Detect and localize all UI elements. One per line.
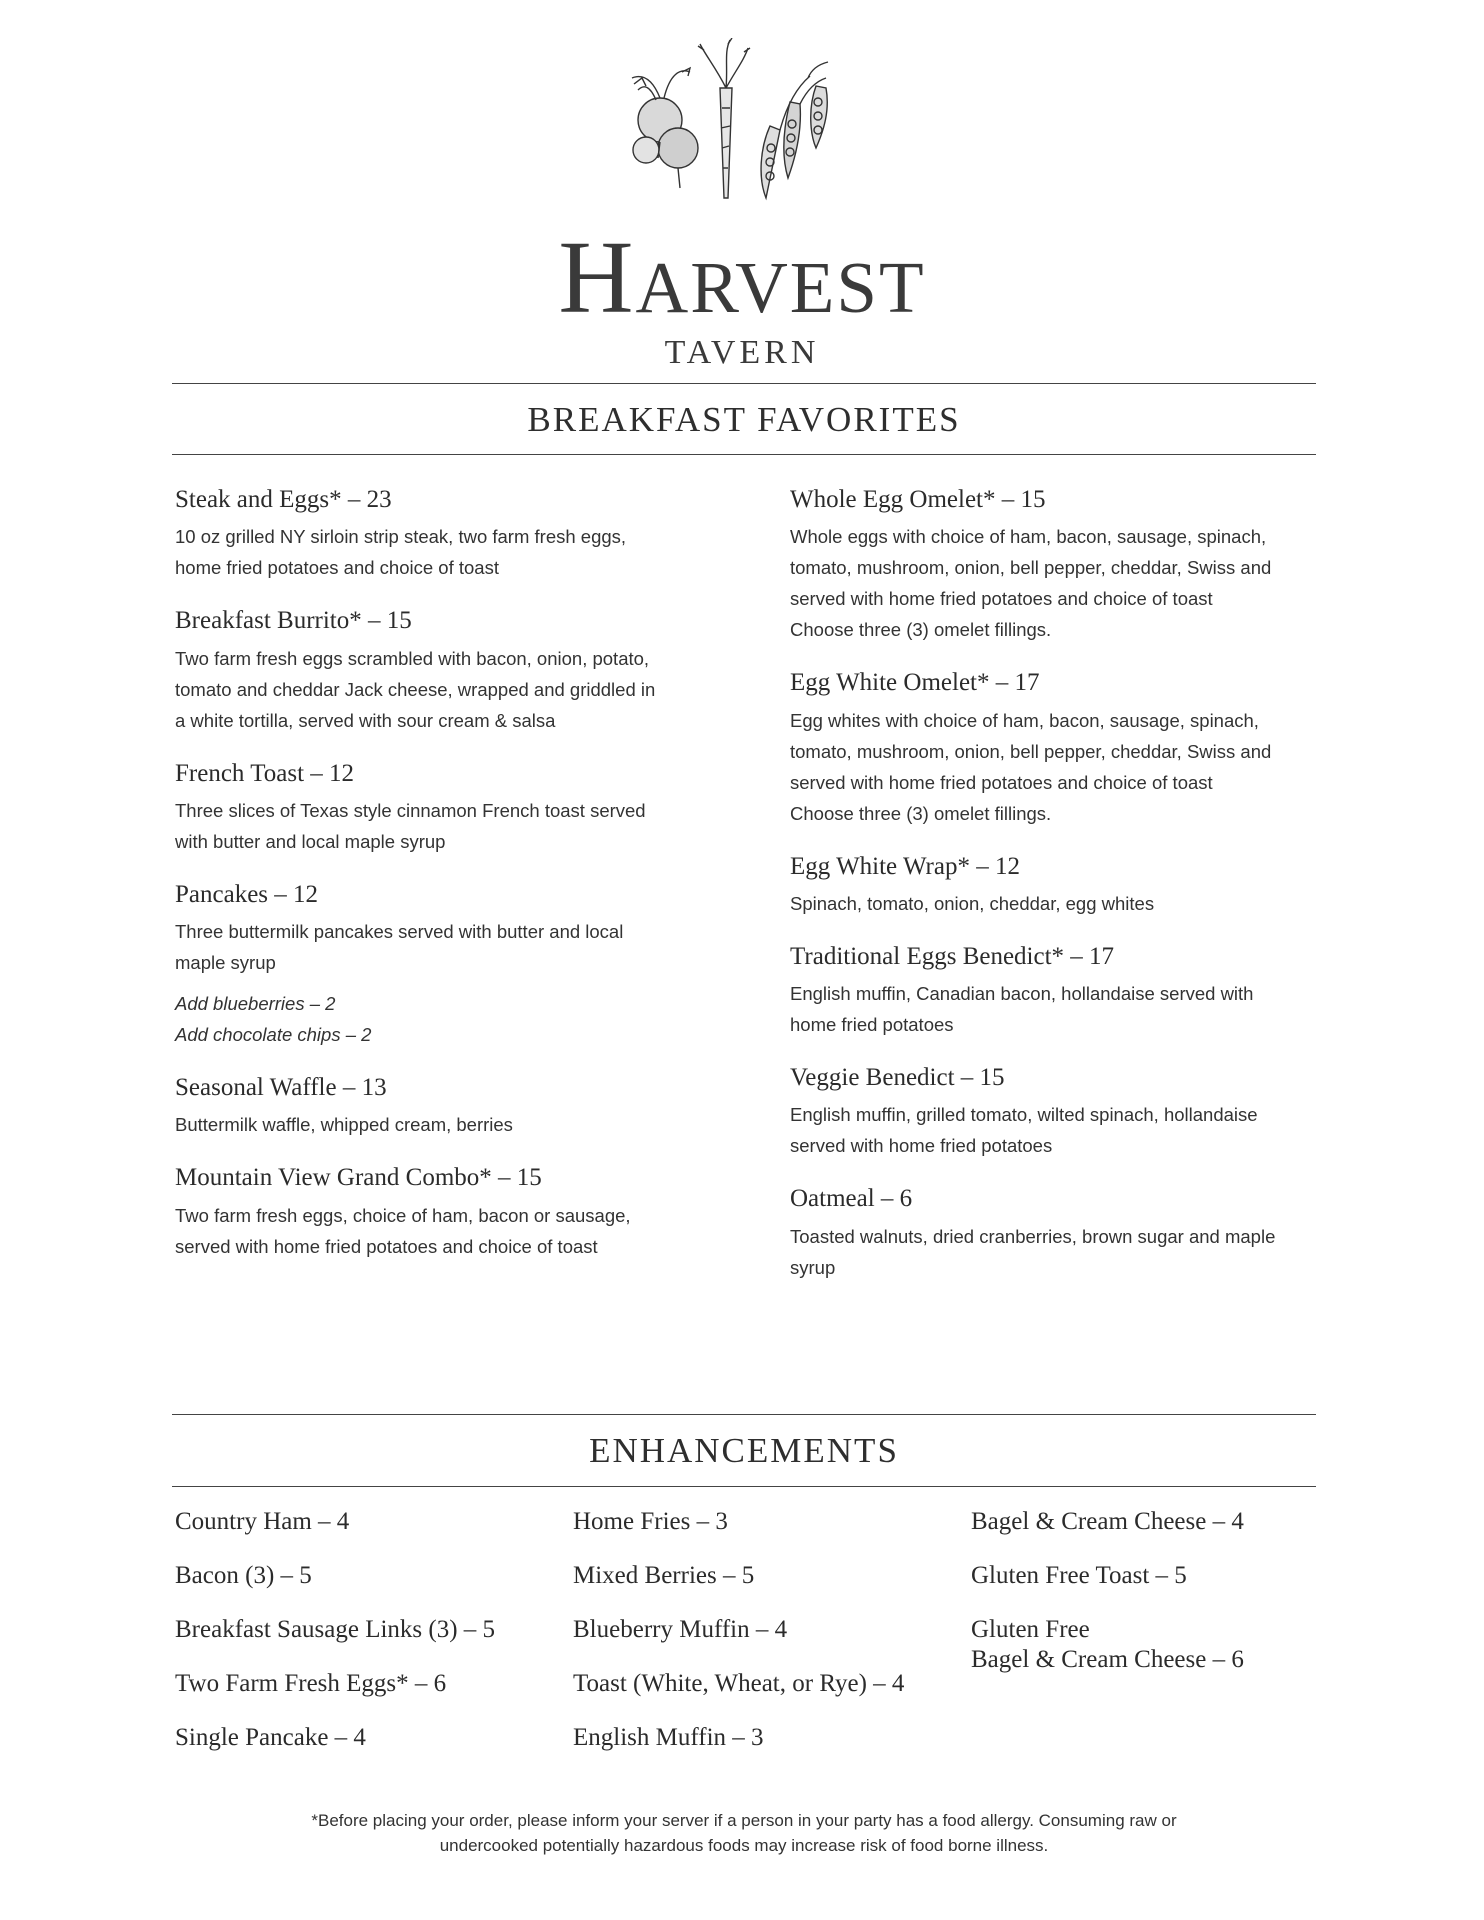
menu-item-description: Two farm fresh eggs, choice of ham, bacon or sausage, served with home fried potatoes and choice of toast bbox=[175, 1204, 631, 1257]
enhancements-column-3 bbox=[971, 1507, 1244, 1699]
enhancement-item: Bacon (3) – 5 bbox=[175, 1562, 312, 1589]
menu-item-description: Whole eggs with choice of ham, bacon, sausage, spinach, tomato, mushroom, onion, bell pepper, cheddar, Swiss and served with home fried potatoes and choice of toast Choose three (3) omelet fillings. bbox=[790, 526, 1272, 641]
menu-item-name: Seasonal Waffle – 13 bbox=[175, 1074, 387, 1101]
breakfast-right-column bbox=[790, 484, 1335, 1305]
enhancement-item: Bagel & Cream Cheese – 4 bbox=[971, 1508, 1244, 1535]
menu-item-name: Traditional Eggs Benedict* – 17 bbox=[790, 942, 1115, 970]
menu-item bbox=[790, 1183, 1335, 1282]
menu-item-description: English muffin, grilled tomato, wilted spinach, hollandaise served with home fried potatoes bbox=[790, 1104, 1258, 1157]
brand-name: Harvest bbox=[558, 220, 926, 335]
menu-item bbox=[175, 758, 720, 857]
menu-item-description: Three slices of Texas style cinnamon French toast served with butter and local maple syrup bbox=[175, 799, 646, 852]
allergy-footnote: *Before placing your order, please inform your server if a person in your party has a food allergy. Consuming raw or undercooked potentially hazardous foods may increase risk of food borne illness. bbox=[311, 1811, 1177, 1855]
menu-item-name: Veggie Benedict – 15 bbox=[790, 1064, 1005, 1091]
breakfast-left-column bbox=[175, 484, 720, 1284]
brand-subtitle: TAVERN bbox=[664, 334, 820, 371]
menu-item bbox=[790, 484, 1335, 645]
enhancement-item: Gluten Free Toast – 5 bbox=[971, 1562, 1187, 1589]
enhancement-item: Blueberry Muffin – 4 bbox=[573, 1616, 788, 1643]
enhancements-column-2 bbox=[573, 1507, 904, 1777]
enhancement-item: Toast (White, Wheat, or Rye) – 4 bbox=[573, 1670, 905, 1697]
divider bbox=[172, 383, 1316, 384]
menu-item bbox=[790, 1062, 1335, 1161]
enhancement-item: Mixed Berries – 5 bbox=[573, 1562, 755, 1589]
menu-item-description: 10 oz grilled NY sirloin strip steak, two farm fresh eggs, home fried potatoes and choice of toast bbox=[175, 526, 627, 579]
menu-item-description: Three buttermilk pancakes served with butter and local maple syrup bbox=[175, 921, 624, 973]
menu-item-name: Whole Egg Omelet* – 15 bbox=[790, 486, 1046, 513]
enhancement-item: Two Farm Fresh Eggs* – 6 bbox=[175, 1670, 447, 1697]
enhancement-item: Single Pancake – 4 bbox=[175, 1724, 366, 1751]
menu-item-name: French Toast – 12 bbox=[175, 759, 355, 787]
menu-item bbox=[790, 667, 1335, 828]
menu-item-name: Breakfast Burrito* – 15 bbox=[175, 607, 412, 635]
menu-item bbox=[175, 1072, 720, 1140]
pancake-addons bbox=[175, 988, 720, 1050]
divider bbox=[172, 1486, 1316, 1487]
menu-item-description: English muffin, Canadian bacon, hollandaise served with home fried potatoes bbox=[790, 983, 1254, 1035]
menu-item bbox=[175, 1162, 720, 1261]
enhancements-section-title: ENHANCEMENTS bbox=[589, 1431, 899, 1470]
addon-chocolate-chips: Add chocolate chips – 2 bbox=[175, 1024, 372, 1045]
menu-item bbox=[175, 484, 720, 583]
enhancement-item: Home Fries – 3 bbox=[573, 1508, 728, 1535]
menu-item-description: Egg whites with choice of ham, bacon, sausage, spinach, tomato, mushroom, onion, bell pepper, cheddar, Swiss and served with home fried potatoes and choice of toast Choose three (3) omelet fillings. bbox=[790, 709, 1272, 824]
vegetables-illustration-icon bbox=[620, 38, 860, 208]
divider bbox=[172, 454, 1316, 455]
menu-item-name: Steak and Eggs* – 23 bbox=[175, 486, 392, 513]
divider bbox=[172, 1414, 1316, 1415]
menu-item bbox=[175, 605, 720, 735]
menu-item-description: Two farm fresh eggs scrambled with bacon, onion, potato, tomato and cheddar Jack cheese, wrapped and griddled in a white tortilla, served with sour cream & salsa bbox=[175, 647, 656, 731]
menu-item bbox=[790, 941, 1335, 1040]
enhancement-item: Gluten Free Bagel & Cream Cheese – 6 bbox=[971, 1616, 1244, 1673]
menu-item-name: Egg White Omelet* – 17 bbox=[790, 669, 1040, 697]
enhancements-column-1 bbox=[175, 1507, 495, 1777]
menu-item-name: Pancakes – 12 bbox=[175, 880, 319, 908]
menu-item bbox=[790, 851, 1335, 919]
menu-item-description: Spinach, tomato, onion, cheddar, egg whites bbox=[790, 892, 1155, 914]
breakfast-section-title: BREAKFAST FAVORITES bbox=[527, 400, 961, 439]
menu-item-name: Mountain View Grand Combo* – 15 bbox=[175, 1164, 542, 1192]
menu-item-description: Toasted walnuts, dried cranberries, brown sugar and maple syrup bbox=[790, 1225, 1276, 1278]
addon-blueberries: Add blueberries – 2 bbox=[175, 993, 336, 1014]
menu-item-name: Egg White Wrap* – 12 bbox=[790, 852, 1020, 880]
menu-item bbox=[175, 879, 720, 978]
enhancement-item: Country Ham – 4 bbox=[175, 1508, 350, 1535]
menu-item-name: Oatmeal – 6 bbox=[790, 1185, 913, 1213]
enhancement-item: Breakfast Sausage Links (3) – 5 bbox=[175, 1616, 496, 1643]
logo bbox=[520, 38, 964, 371]
enhancement-item: English Muffin – 3 bbox=[573, 1724, 764, 1751]
menu-item-description: Buttermilk waffle, whipped cream, berries bbox=[175, 1114, 513, 1136]
